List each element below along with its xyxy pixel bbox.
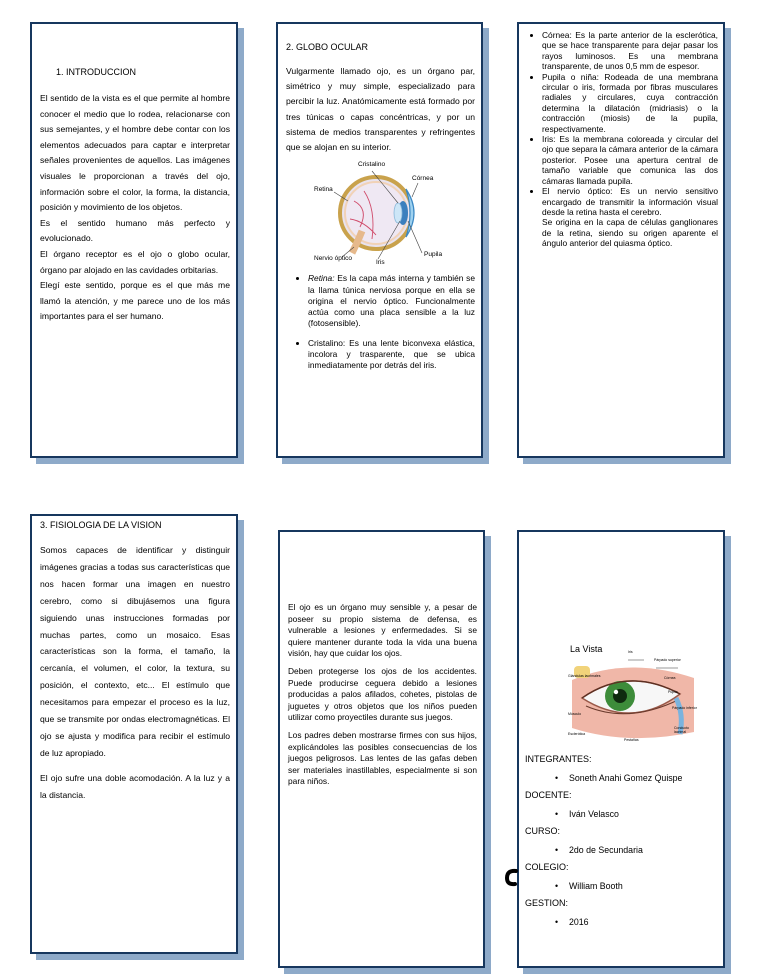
paragraph: Elegí este sentido, porque es el que más me llamó la atención, y me parece uno de los más importantes para el ser humano. — [40, 280, 230, 322]
image-label: Córnea — [664, 676, 676, 680]
list-item: • Córnea: Es la parte anterior de la esclerótica, que se hace transparente para dejar pasar los rayos luminosos. Es una membrana transparente, de unos 0,5 mm de espesor. — [542, 30, 718, 72]
image-label: Músculo — [568, 712, 582, 716]
field-value: Iván Velasco — [569, 809, 619, 819]
field-gestion — [525, 898, 723, 934]
list-item: • El nervio óptico: Es un nervio sensitivo encargado de transmitir la información visual desde la retina hasta el cerebro. — [542, 186, 718, 217]
list-item: • Pupila o niña: Rodeada de una membrana circular o iris, formada por fibras musculares radiales y circulares, cuya contracción determina la dilatación (midriasis) o la contracción (miosis) de la pupila, respectivamente. — [542, 72, 718, 134]
panel-cuidados — [278, 530, 485, 968]
bullet-icon: • — [555, 845, 559, 855]
field-value: 2do de Secundaria — [569, 845, 643, 855]
section-heading: 2. GLOBO OCULAR — [286, 42, 369, 52]
section-heading: 1. INTRODUCCION — [56, 67, 137, 77]
eye-illustration — [568, 644, 698, 746]
paragraph: Somos capaces de identificar y distinguir imágenes gracias a todas sus características que nos hacen formar una imagen en nuestro cerebro, como si dibujásemos una figura siguiendo unas instrucciones formadas por muchas partes, como un mosaico. Esas características son la forma, el tamaño, la cercanía, el volumen, el color, la textura, su posición, el contexto, etc... El estímulo que necesitamos para empezar el proceso es la luz, que se transmite por ondas electromagnéticas. El ojo se ajusta y modifica para recibir el estímulo de luz apropiado. — [40, 545, 230, 758]
image-label: Iris — [628, 650, 633, 654]
panel-globo-ocular — [276, 22, 483, 458]
label-cristalino: Cristalino — [358, 161, 386, 169]
field-label: DOCENTE: — [525, 790, 572, 800]
paragraph: Los padres deben mostrarse firmes con sus hijos, explicándoles las posibles consecuencias de los juegos peligrosos. Las lentes de las gafas deben ser materiales inastillables, especialmente si son para niños. — [288, 729, 477, 787]
field-value: Soneth Anahi Gomez Quispe — [569, 773, 683, 783]
paragraph: El ojo sufre una doble acomodación. A la luz y a la distancia. — [40, 772, 230, 800]
field-value: William Booth — [569, 881, 623, 891]
field-integrantes — [525, 754, 723, 790]
paragraph: Deben protegerse los ojos de los accidentes. Puede producirse ceguera debido a lesiones producidas a palos afilados, cohetes, pistolas de juguetes y otros objetos que los niños pueden utilizar como proyectiles durante sus juegos. — [288, 665, 477, 723]
bullet-icon: • — [555, 809, 559, 819]
bullet-icon: • — [555, 881, 559, 891]
field-label: COLEGIO: — [525, 862, 569, 872]
image-label: Párpado inferior — [672, 706, 697, 710]
image-label: Pestañas — [624, 738, 639, 742]
image-label: Pupila — [668, 690, 678, 694]
field-value-row — [525, 872, 723, 898]
paragraph: Vulgarmente llamado ojo, es un órgano par, simétrico y muy simple, especializado para percibir la luz. Anatómicamente está formado por tres túnicas o capas concéntricas, y por un sistema de medios transparentes y refringentes que se alojan en su interior. — [286, 66, 475, 153]
label-retina: Retina — [314, 186, 333, 194]
field-label: INTEGRANTES: — [525, 754, 592, 764]
field-label: GESTION: — [525, 898, 569, 908]
field-value: 2016 — [569, 917, 589, 927]
image-label: Conducto lacrimal — [674, 726, 689, 734]
paragraph: El sentido de la vista es el que permite al hombre conocer el medio que lo rodea, relacionarse con sus semejantes, y el hombre debe contar con los elementos adecuados para captar e interpretar señales provenientes de aquellos. Las imágenes visuales le proporcionan a través del ojo, información sobre el color, la forma, la distancia, posición y movimiento de los objetos. — [40, 93, 230, 213]
panel-fisiologia — [30, 514, 238, 954]
image-label: Párpado superior — [654, 658, 681, 662]
label-pupila: Pupila — [424, 251, 443, 259]
field-value-row — [525, 836, 723, 862]
paragraph: Es el sentido humano más perfecto y evolucionado. — [40, 217, 230, 244]
label-cornea: Córnea — [412, 175, 434, 183]
field-value-row — [525, 800, 723, 826]
field-value-row — [525, 908, 723, 934]
paragraph: El órgano receptor es el ojo o globo ocular, órgano par alojado en las cavidades orbitarias. — [40, 248, 230, 275]
field-value-row — [525, 764, 723, 790]
stray-mark — [504, 866, 518, 888]
term: Retina: — [308, 273, 335, 284]
panel-partes-del-ojo — [517, 22, 725, 458]
paragraph: El ojo es un órgano muy sensible y, a pesar de poseer su propio sistema de defensa, es vulnerable a lesiones y enfermedades. Si se quiere mantener durante toda la vida una buena visión, hay que cuidar los ojos. — [288, 602, 477, 659]
list-item: • Retina: Es la capa más interna y también se la llama túnica nerviosa porque en ella se origina el nervio óptico. Funcionalmente actúa como una placa sensible a la luz (fotosensible). — [308, 273, 475, 329]
bullet-icon: • — [555, 773, 559, 783]
label-iris: Iris — [376, 259, 385, 267]
panel-introduccion — [30, 22, 238, 458]
paragraph: Se origina en la capa de células ganglionares de la retina, siendo su origen aparente el ángulo anterior del quiasma óptico. — [542, 217, 718, 249]
image-label: Glándulas lacrimales — [568, 674, 601, 678]
image-title: La Vista — [570, 644, 603, 654]
bullet-icon: • — [555, 917, 559, 927]
field-label: CURSO: — [525, 826, 561, 836]
section-heading: 3. FISIOLOGIA DE LA VISION — [40, 520, 162, 530]
list-item: • Cristalino: Es una lente biconvexa elástica, incolora y trasparente, que se ubica inmediatamente por detrás del iris. — [308, 338, 475, 372]
panel-integrantes — [517, 530, 725, 968]
field-docente — [525, 790, 723, 826]
field-colegio — [525, 862, 723, 898]
image-label: Esclerótica — [568, 732, 586, 736]
field-curso — [525, 826, 723, 862]
info-fields — [519, 746, 723, 934]
list-item: • Iris: Es la membrana coloreada y circular del ojo que separa la cámara anterior de la cámara posterior. Posee una apertura central de tamaño variable que comunica las dos cámaras llamada pupila. — [542, 134, 718, 186]
label-nervio-optico: Nervio óptico — [314, 255, 352, 263]
eye-diagram — [314, 161, 454, 267]
